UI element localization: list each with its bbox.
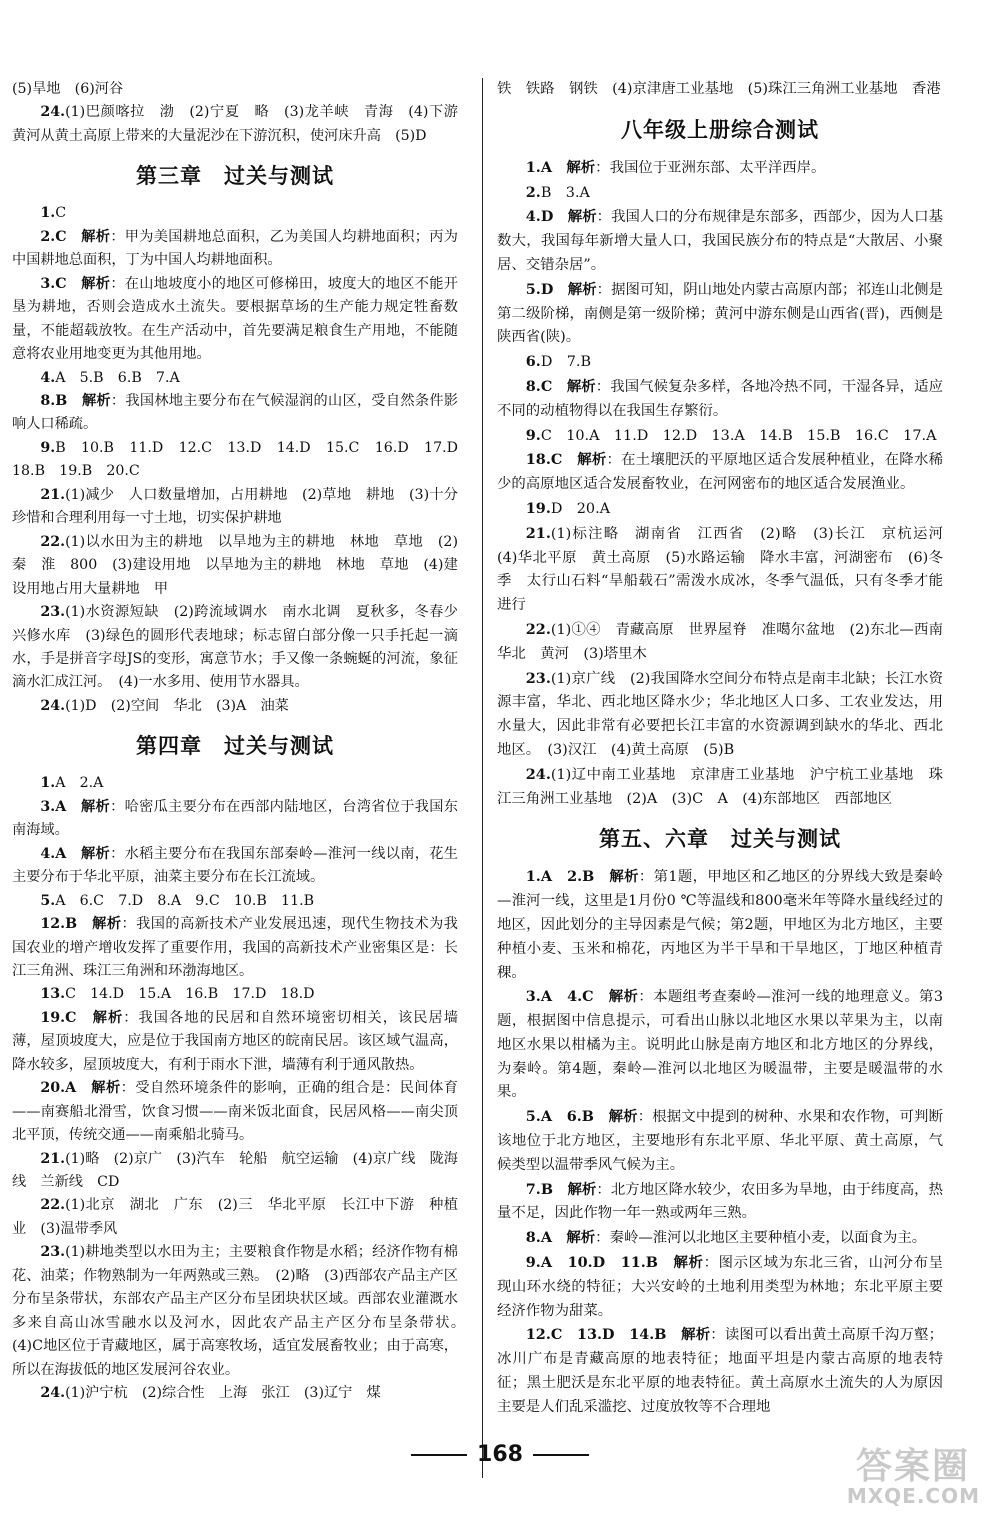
watermark-text-en: MXQE.COM xyxy=(846,1484,980,1508)
question-number: 22. xyxy=(40,1197,66,1214)
question-number: 4. xyxy=(40,845,56,862)
answer-text: (1)标注略 湖南省 江西省 (2)略 (3)长江 京杭运河 (4)华北平原 黄土高原 (5)水路运输 降水丰富，河湖密布 (6)冬季 太行山石料“旱船载石”需泼水成冰，冬季气温低，只有冬季才能进行 xyxy=(497,525,958,614)
question-number: 9. xyxy=(525,426,541,444)
answer-item xyxy=(497,497,943,522)
answer-text: ：我国气候复杂多样，各地冷热不同，干湿各异，适应不同的动植物得以在我国生存繁衍。 xyxy=(497,378,943,419)
question-number: 1. xyxy=(40,205,56,222)
question-number: 8. xyxy=(40,392,56,409)
answer-text: ：我国位于亚洲东部、太平洋西岸。 xyxy=(595,159,826,176)
answer-text: (1)减少 人口数量增加，占用耕地 (2)草地 耕地 (3)十分珍惜和合理利用每一寸土地，切实保护耕地 xyxy=(12,486,458,527)
answer-text: D 7.B xyxy=(540,354,592,371)
answer-item xyxy=(497,278,943,350)
answer-key: D 解析 xyxy=(540,280,597,298)
answer-item xyxy=(497,156,943,181)
question-number: 19. xyxy=(525,499,551,517)
answer-text: C 14.D 15.A 16.B 17.D 18.D xyxy=(65,986,315,1003)
answer-key: A 解析 xyxy=(55,845,111,862)
answer-key: A 2.B 解析 xyxy=(540,868,639,886)
answer-text: C xyxy=(55,205,67,222)
answer-text: D 20.A xyxy=(550,500,611,517)
answer-key: B 解析 xyxy=(55,392,111,409)
question-number: 20. xyxy=(40,1080,66,1097)
answer-key: C 解析 xyxy=(65,1009,124,1026)
answer-item xyxy=(12,437,473,484)
question-number: 23. xyxy=(40,1244,66,1261)
answer-text: ：在土壤肥沃的平原地区适合发展种植业，在降水稀少的高原地区适合发展畜牧业，在河网密布的地区适合发展渔业。 xyxy=(497,452,943,493)
watermark-text-cn: 答案圈 xyxy=(855,1446,970,1487)
answer-text: ：我国的高新技术产业发展迅速，现代生物技术为我国农业的增产增收发挥了重要作用，我国的高新技术产业密集区是：长江三角洲、珠江三角洲和环渤海地区。 xyxy=(12,916,458,979)
question-number: 5. xyxy=(525,1108,541,1126)
answer-key: A 6.B 解析 xyxy=(540,1108,638,1126)
answer-item xyxy=(12,202,458,225)
answer-item xyxy=(12,983,458,1006)
answer-item xyxy=(497,618,958,667)
answer-text: ：根据文中提到的树种、水果和农作物，可判断该地位于北方地区，主要地形有东北平原、华北平原、黄土高原，气候类型以温带季风气候为主。 xyxy=(497,1109,943,1173)
watermark-logo xyxy=(790,1438,980,1508)
answer-text: (1)①④ 青藏高原 世界屋脊 准噶尔盆地 (2)东北—西南 华北 黄河 (3)塔里木 xyxy=(497,621,958,662)
answer-text: B 3.A xyxy=(540,184,590,201)
answer-item xyxy=(12,913,458,983)
question-number: 1. xyxy=(525,868,541,886)
answer-text: ：受自然环境条件的影响，正确的组合是：民间体育——南赛船北滑雪，饮食习惯——南米饭北面食，民居风格——南尖顶北平顶，传统交通——南乘船北骑马。 xyxy=(12,1080,458,1144)
answer-text: (1)以水田为主的耕地 以旱地为主的耕地 林地 草地 (2)秦 淮 800 (3)建设用地 以旱地为主的耕地 林地 草地 (4)建设用地占用大量耕地 甲 xyxy=(12,533,458,597)
answer-item xyxy=(12,273,458,367)
question-number: 24. xyxy=(40,697,66,714)
question-number: 5. xyxy=(525,280,541,298)
answer-text: (1)巴颜喀拉 渤 (2)宁夏 略 (3)龙羊峡 青海 (4)下游 黄河从黄土高原上带来的大量泥沙在下游沉积，使河床升高 (5)D xyxy=(12,104,473,144)
answer-text: (1)京广线 (2)我国降水空间分布特点是南丰北缺；长江水资源丰富，华北、西北地区降水少；华北地区人口多、工农业发达，用水量大，因此非常有必要把长江丰富的水资源调到缺水的华北、西北地区。 (3)汉江 (4)黄土高原 (5)B xyxy=(497,670,943,758)
answer-text: ：甲为美国耕地总面积，乙为美国人均耕地面积；丙为中国耕地总面积，丁为中国人均耕地面积。 xyxy=(12,228,458,269)
answer-text: A 2.A xyxy=(55,775,104,792)
answer-item xyxy=(12,890,458,913)
question-number: 23. xyxy=(40,604,66,621)
answer-text: ：读图可以看出黄土高原千沟万壑；冰川广布是青藏高原的地表特征；地面平坦是内蒙古高原的地表特征；黑土肥沃是东北平原的地表特征。黄土高原水土流失的人为原因主要是人们乱采滥挖、过度放牧等不合理地 xyxy=(497,1327,943,1415)
answer-item xyxy=(12,1148,458,1195)
answer-item xyxy=(12,367,458,390)
answer-key: B 解析 xyxy=(540,1180,597,1198)
answer-item xyxy=(12,531,458,601)
answer-item xyxy=(497,522,958,618)
question-number: 22. xyxy=(525,620,551,638)
question-number: 18. xyxy=(525,451,551,469)
answer-key: A 解析 xyxy=(540,158,596,176)
answer-item xyxy=(497,1105,943,1177)
answer-item xyxy=(12,390,458,437)
answer-text: ：我国林地主要分布在气候湿润的山区，受自然条件影响人口稀疏。 xyxy=(12,392,458,433)
answer-item xyxy=(12,772,458,795)
answer-item xyxy=(12,1241,473,1382)
answer-text: ：北方地区降水较少，农田多为旱地，由于纬度高，热量不足，因此作物一年一熟或两年三熟。 xyxy=(497,1181,943,1222)
answer-text: C 10.A 11.D 12.D 13.A 14.B 15.B 16.C 17.A xyxy=(540,427,937,444)
question-number: 13. xyxy=(40,986,66,1003)
section-heading: 第四章 过关与测试 xyxy=(136,733,334,759)
answer-text: ：我国各地的民居和自然环境密切相关，该民居墙薄，屋顶坡度大，应是位于我国南方地区的皖南民居。该区域气温高，降水较多，屋顶坡度大，有利于雨水下泄，墙薄有利于通风散热。 xyxy=(12,1009,458,1073)
question-number: 1. xyxy=(40,775,56,792)
question-number: 12. xyxy=(40,916,66,933)
answer-text: (5)旱地 (6)河谷 xyxy=(12,81,124,97)
answer-text: ：我国人口的分布规律是东部多，西部少，因为人口基数大，我国每年新增大量人口，我国民族分布的特点是“大散居、小聚居、交错杂居”。 xyxy=(497,209,943,273)
answer-key: A 10.D 11.B 解析 xyxy=(540,1254,704,1272)
footer-rule-right xyxy=(533,1454,589,1456)
answer-text: (1)辽中南工业基地 京津唐工业基地 沪宁杭工业基地 珠江三角洲工业基地 (2)A (3)C A (4)东部地区 西部地区 xyxy=(497,766,943,807)
right-column xyxy=(497,78,958,1420)
question-number: 6. xyxy=(525,353,541,371)
question-number: 8. xyxy=(525,1229,541,1247)
answer-key: D 解析 xyxy=(540,208,597,226)
question-number: 3. xyxy=(40,798,56,815)
answer-text: A 6.C 7.D 8.A 9.C 10.B 11.B xyxy=(55,892,315,909)
answer-item xyxy=(497,1251,943,1323)
answer-text: ：第1题，甲地区和乙地区的分界线大致是秦岭—淮河一线，这里是1月份0 ℃等温线和800毫米年等降水量线经过的地区，因此划分的主导因素是气候；第2题，甲地区为北方地区，主要种植小麦、玉米和棉花，丙地区为半干旱和干旱地区，丁地区种植青稞。 xyxy=(497,869,943,981)
answer-item xyxy=(497,448,943,497)
question-number: 12. xyxy=(525,1326,551,1344)
answer-key: A 解析 xyxy=(540,1229,596,1247)
answer-text: (1)略 (2)京广 (3)汽车 轮船 航空运输 (4)京广线 陇海线 兰新线 CD xyxy=(12,1150,458,1191)
answer-key: A 解析 xyxy=(55,798,111,815)
column-divider xyxy=(482,78,483,1478)
question-number: 2. xyxy=(525,183,541,201)
question-number: 8. xyxy=(525,377,541,395)
answer-item xyxy=(12,78,458,101)
question-number: 24. xyxy=(40,104,66,121)
question-number: 7. xyxy=(525,1180,541,1198)
answer-item xyxy=(497,763,943,812)
answer-text: B 10.B 11.D 12.C 13.D 14.D 15.C 16.D 17.D 18.B 19.B 20.C xyxy=(12,439,473,480)
answer-key: A 解析 xyxy=(65,1080,121,1097)
answer-key: C 解析 xyxy=(550,451,607,469)
question-number: 3. xyxy=(525,988,541,1006)
question-number: 1. xyxy=(525,158,541,176)
question-number: 9. xyxy=(525,1254,541,1272)
answer-key: B 解析 xyxy=(65,916,122,933)
question-number: 4. xyxy=(525,208,541,226)
answer-item xyxy=(12,1077,458,1147)
question-number: 22. xyxy=(40,533,66,550)
question-number: 9. xyxy=(40,439,56,456)
answer-item xyxy=(497,667,943,763)
answer-item xyxy=(12,226,458,273)
answer-item xyxy=(12,796,458,843)
answer-text: ：本题组考查秦岭—淮河一线的地理意义。第3题，根据图中信息提示，可看出山脉以北地区水果以苹果为主，以南地区水果以柑橘为主。说明此山脉是南方地区和北方地区的分界线，为秦岭。第4题，秦岭—淮河以北地区为暖温带，主要是暖温带的水果。 xyxy=(497,989,943,1101)
left-column xyxy=(12,78,473,1406)
answer-item xyxy=(497,205,943,277)
question-number: 24. xyxy=(40,1385,66,1402)
answer-item xyxy=(497,1323,943,1419)
answer-text: ：在山地坡度小的地区可修梯田，坡度大的地区不能开垦为耕地，否则会造成水土流失。要根据草场的生产能力规定牲畜数量，不能超载放牧。在生产活动中，首先要满足粮食生产用地，不能随意将农业用地变更为其他用地。 xyxy=(12,275,458,363)
question-number: 2. xyxy=(40,228,56,245)
answer-item xyxy=(497,1178,943,1227)
answer-item xyxy=(12,484,458,531)
page-number: 168 xyxy=(477,1442,523,1467)
answer-key: C 13.D 14.B 解析 xyxy=(550,1326,711,1344)
answer-text: A 5.B 6.B 7.A xyxy=(55,369,180,386)
answer-item xyxy=(497,375,943,424)
answer-text: (1)水资源短缺 (2)跨流域调水 南水北调 夏秋多，冬春少 兴修水库 (3)绿色的圆形代表地球；标志留白部分像一只手托起一滴水，手是拼音字母JS的变形，寓意节水；手又像一条蜿蜒的河流，象征滴水汇成江河。 (4)一水多用、使用节水器具。 xyxy=(12,604,473,691)
section-heading: 第五、六章 过关与测试 xyxy=(599,826,841,852)
answer-text: (1)耕地类型以水田为主；主要粮食作物是水稻；经济作物有棉花、油菜；作物熟制为一年两熟或三熟。 (2)略 (3)西部农产品主产区分布呈条带状，东部农产品主产区分布呈团块状区域。西部农业灌溉水多来自高山冰雪融水以及河水，因此农产品主产区分布呈条带状。 (4)C地区位于青藏地区，属于高寒牧场，适宜发展畜牧业；由于高寒，所以在海拔低的地区发展河谷农业。 xyxy=(12,1244,473,1378)
answer-item xyxy=(497,985,943,1105)
answer-text: ：水稻主要分布在我国东部秦岭—淮河一线以南，花生主要分布于华北平原，油菜主要分布在长江流域。 xyxy=(12,845,458,886)
question-number: 5. xyxy=(40,892,56,909)
answer-item xyxy=(12,1194,458,1241)
section-heading: 第三章 过关与测试 xyxy=(136,163,334,189)
answer-text: ：哈密瓜主要分布在西部内陆地区，台湾省位于我国东南海域。 xyxy=(12,798,458,839)
answer-text: ：秦岭—淮河以北地区主要种植小麦，以面食为主。 xyxy=(595,1230,927,1247)
answer-item xyxy=(497,78,943,102)
question-number: 23. xyxy=(525,669,551,687)
answer-item xyxy=(12,843,458,890)
answer-text: ：图示区域为东北三省，山河分布呈现山环水绕的特征；大兴安岭的土地利用类型为林地；东北平原主要经济作物为甜菜。 xyxy=(497,1255,943,1319)
question-number: 21. xyxy=(40,486,66,503)
answer-key: C 解析 xyxy=(55,275,111,292)
question-number: 4. xyxy=(40,369,56,386)
answer-item xyxy=(497,1226,943,1251)
answer-key: C 解析 xyxy=(540,377,596,395)
answer-item xyxy=(12,601,473,695)
answer-text: (1)北京 湖北 广东 (2)三 华北平原 长江中下游 种植业 (3)温带季风 xyxy=(12,1197,458,1237)
answer-item xyxy=(497,181,943,206)
answer-item xyxy=(12,695,458,718)
answer-text: (1)D (2)空间 华北 (3)A 油菜 xyxy=(65,697,289,714)
answer-item xyxy=(12,1382,458,1405)
question-number: 21. xyxy=(40,1150,66,1167)
answer-key: A 4.C 解析 xyxy=(540,988,639,1006)
question-number: 24. xyxy=(525,765,551,783)
answer-item xyxy=(497,424,943,449)
answer-text: (1)沪宁杭 (2)综合性 上海 张江 (3)辽宁 煤 xyxy=(65,1385,381,1402)
question-number: 3. xyxy=(40,275,56,292)
footer-rule-left xyxy=(411,1454,467,1456)
answer-item xyxy=(12,101,473,148)
question-number: 19. xyxy=(40,1009,66,1026)
section-heading: 八年级上册综合测试 xyxy=(621,116,819,142)
question-number: 21. xyxy=(525,524,551,542)
answer-item xyxy=(12,1007,458,1077)
answer-text: 铁 铁路 钢铁 (4)京津唐工业基地 (5)珠江三角洲工业基地 香港 xyxy=(497,81,941,97)
answer-item xyxy=(497,865,943,985)
answer-text: ：据图可知，阴山地处内蒙古高原内部；祁连山北侧是第二级阶梯，南侧是第一级阶梯；黄河中游东侧是山西省(晋)，西侧是陕西省(陕)。 xyxy=(497,281,943,346)
answer-item xyxy=(497,350,943,375)
answer-key: C 解析 xyxy=(55,228,111,245)
